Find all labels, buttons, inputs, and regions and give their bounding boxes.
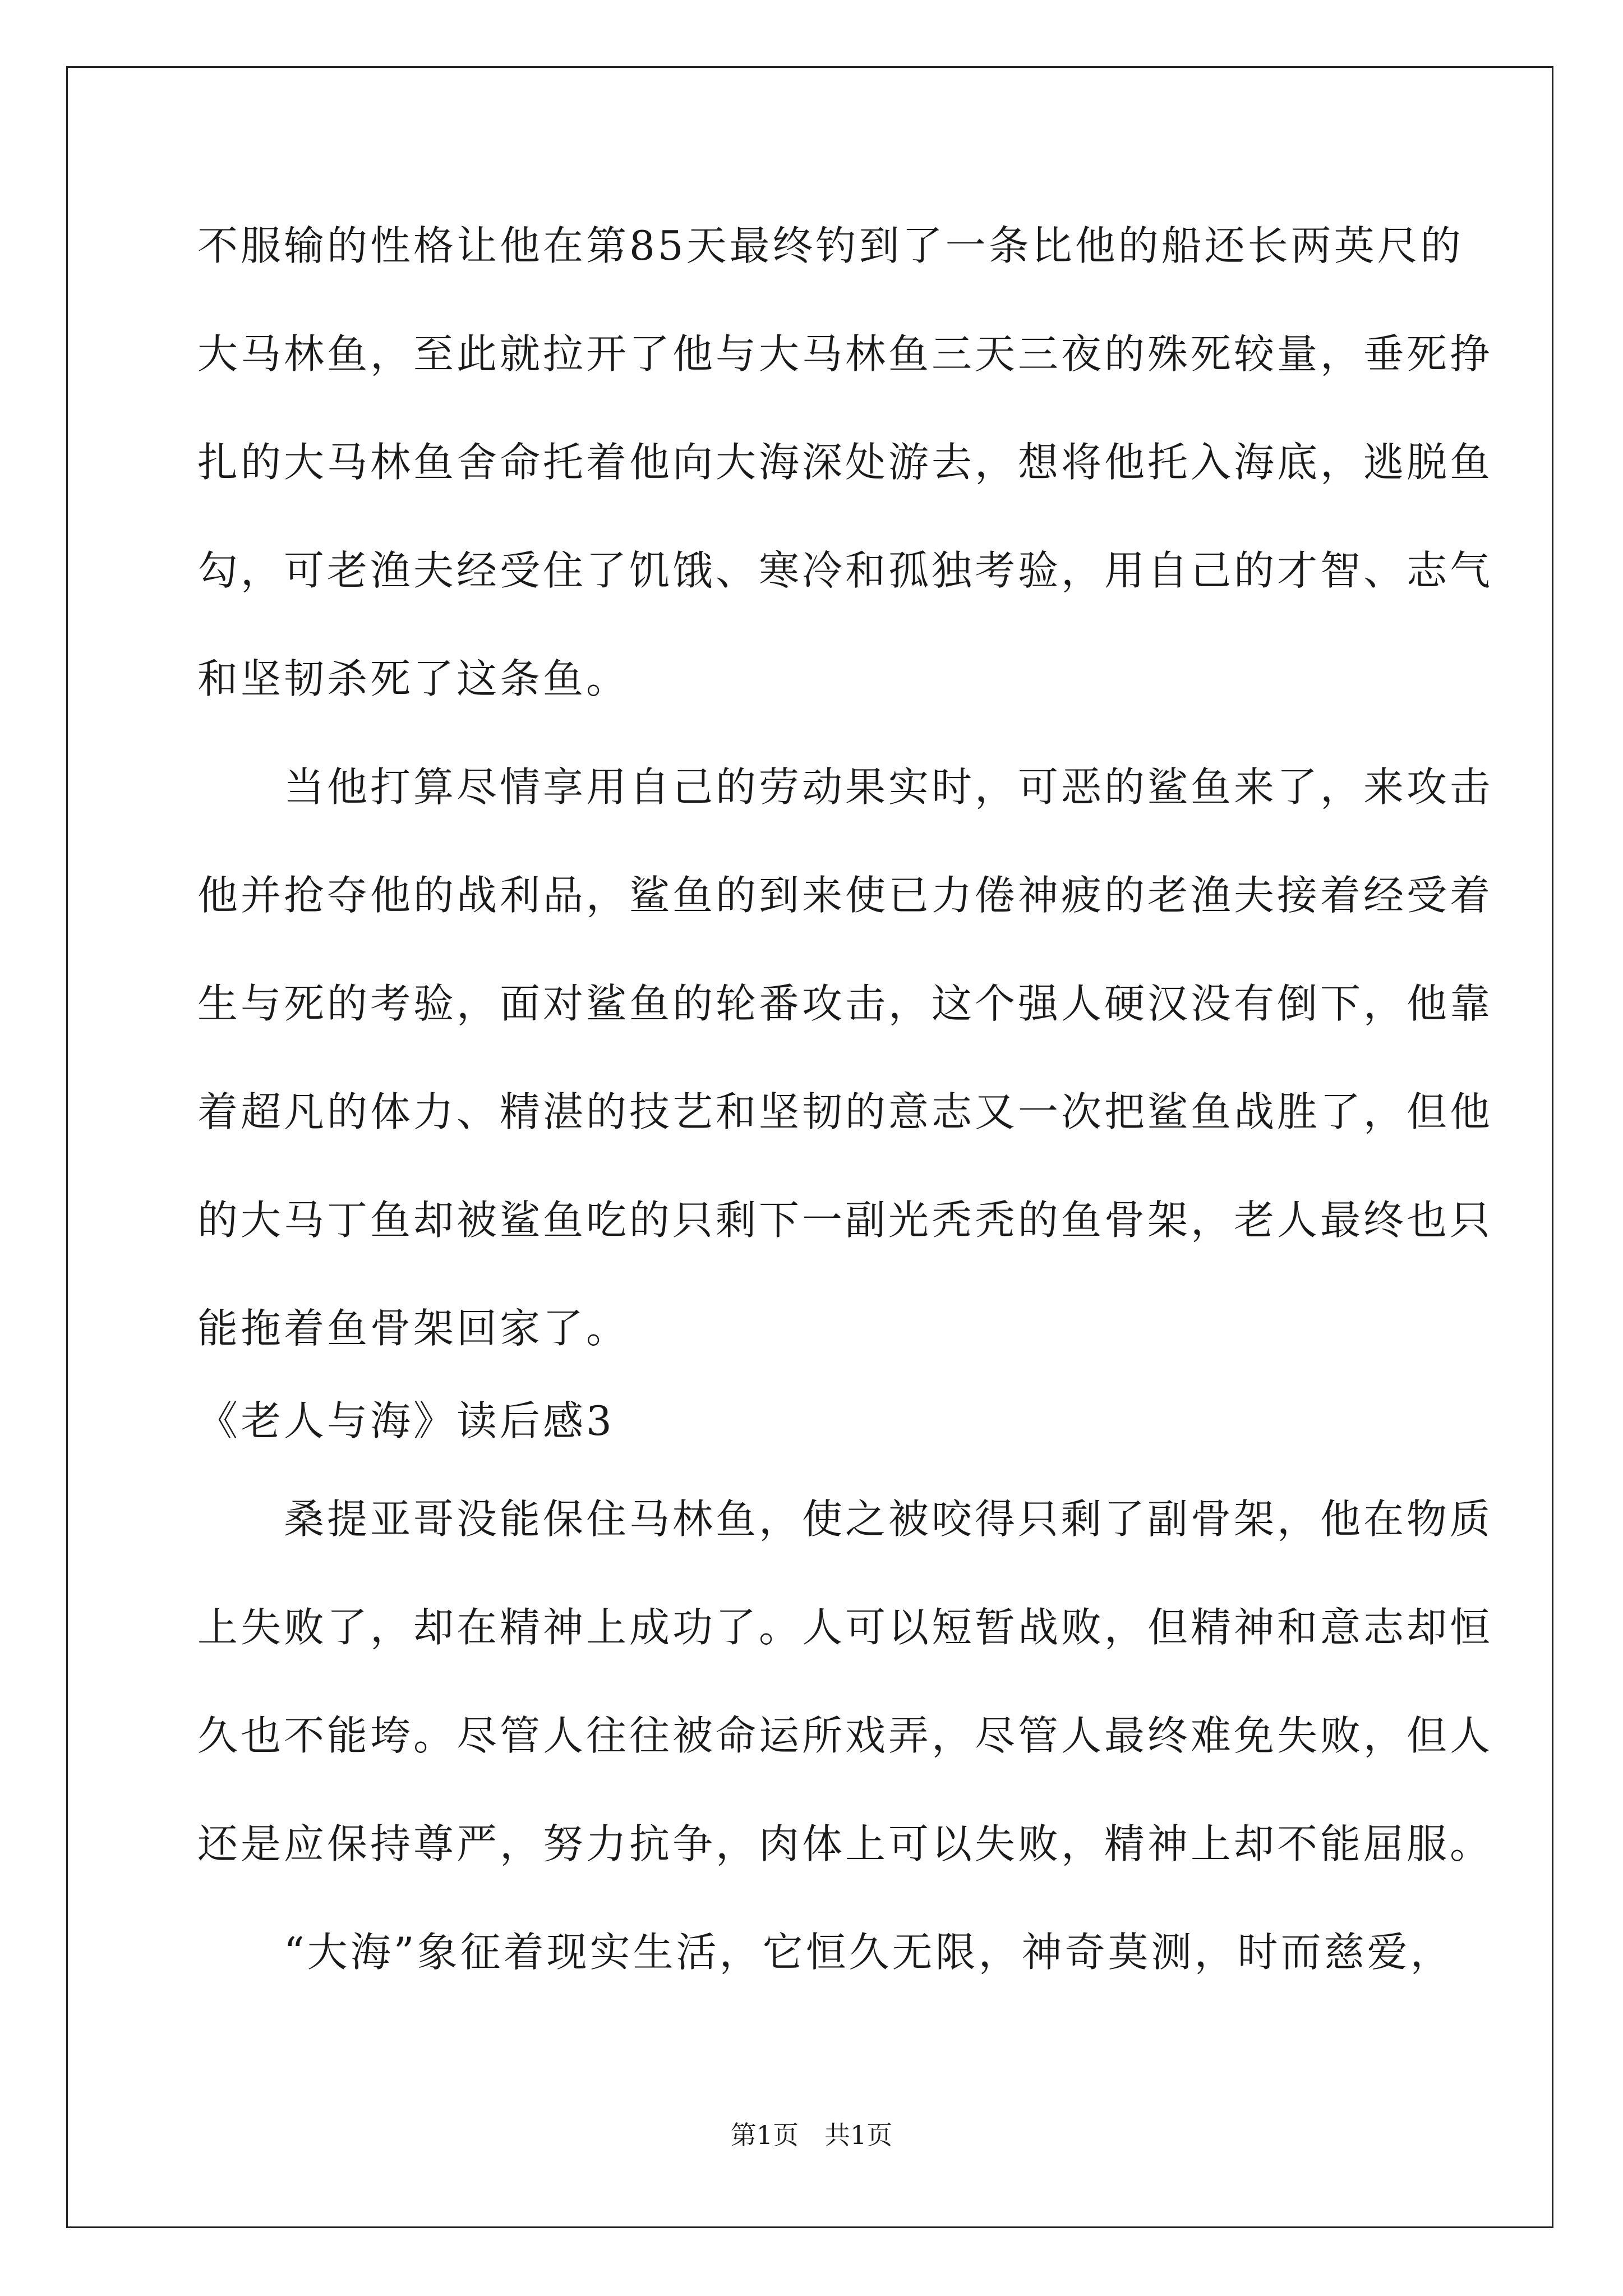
paragraph-line: “大海”象征着现实生活，它恒久无限，神奇莫测，时而慈爱， bbox=[197, 1929, 1454, 1976]
paragraph-line: 能拖着鱼骨架回家了。 bbox=[197, 1305, 630, 1352]
paragraph-line: 久也不能垮。尽管人往往被命运所戏弄，尽管人最终难免失败，但人 bbox=[197, 1712, 1493, 1759]
paragraph-line: 桑提亚哥没能保住马林鱼，使之被咬得只剩了副骨架，他在物质 bbox=[197, 1496, 1493, 1543]
paragraph-line: 当他打算尽情享用自己的劳动果实时，可恶的鲨鱼来了，来攻击 bbox=[197, 763, 1493, 811]
paragraph-line: 着超凡的体力、精湛的技艺和坚韧的意志又一次把鲨鱼战胜了，但他 bbox=[197, 1088, 1493, 1135]
paragraph-line: 不服输的性格让他在第85天最终钓到了一条比他的船还长两英尺的 bbox=[197, 222, 1464, 269]
paragraph-line: 扎的大马林鱼舍命托着他向大海深处游去，想将他托入海底，逃脱鱼 bbox=[197, 439, 1493, 486]
paragraph-line: 上失败了，却在精神上成功了。人可以短暂战败，但精神和意志却恒 bbox=[197, 1604, 1493, 1651]
page-border bbox=[66, 66, 1553, 2228]
paragraph-line: 生与死的考验，面对鲨鱼的轮番攻击，这个强人硬汉没有倒下，他靠 bbox=[197, 980, 1493, 1027]
paragraph-line: 大马林鱼，至此就拉开了他与大马林鱼三天三夜的殊死较量，垂死挣 bbox=[197, 330, 1493, 378]
paragraph-line: 他并抢夺他的战利品，鲨鱼的到来使已力倦神疲的老渔夫接着经受着 bbox=[197, 872, 1493, 919]
paragraph-line: 勾，可老渔夫经受住了饥饿、寒冷和孤独考验，用自己的才智、志气 bbox=[197, 547, 1493, 594]
section-heading: 《老人与海》读后感3 bbox=[197, 1397, 615, 1444]
page-footer: 第1页 共1页 bbox=[730, 2120, 893, 2150]
paragraph-line: 还是应保持尊严，努力抗争，肉体上可以失败，精神上却不能屈服。 bbox=[197, 1820, 1493, 1867]
paragraph-line: 和坚韧杀死了这条鱼。 bbox=[197, 655, 630, 702]
paragraph-line: 的大马丁鱼却被鲨鱼吃的只剩下一副光秃秃的鱼骨架，老人最终也只 bbox=[197, 1197, 1493, 1244]
